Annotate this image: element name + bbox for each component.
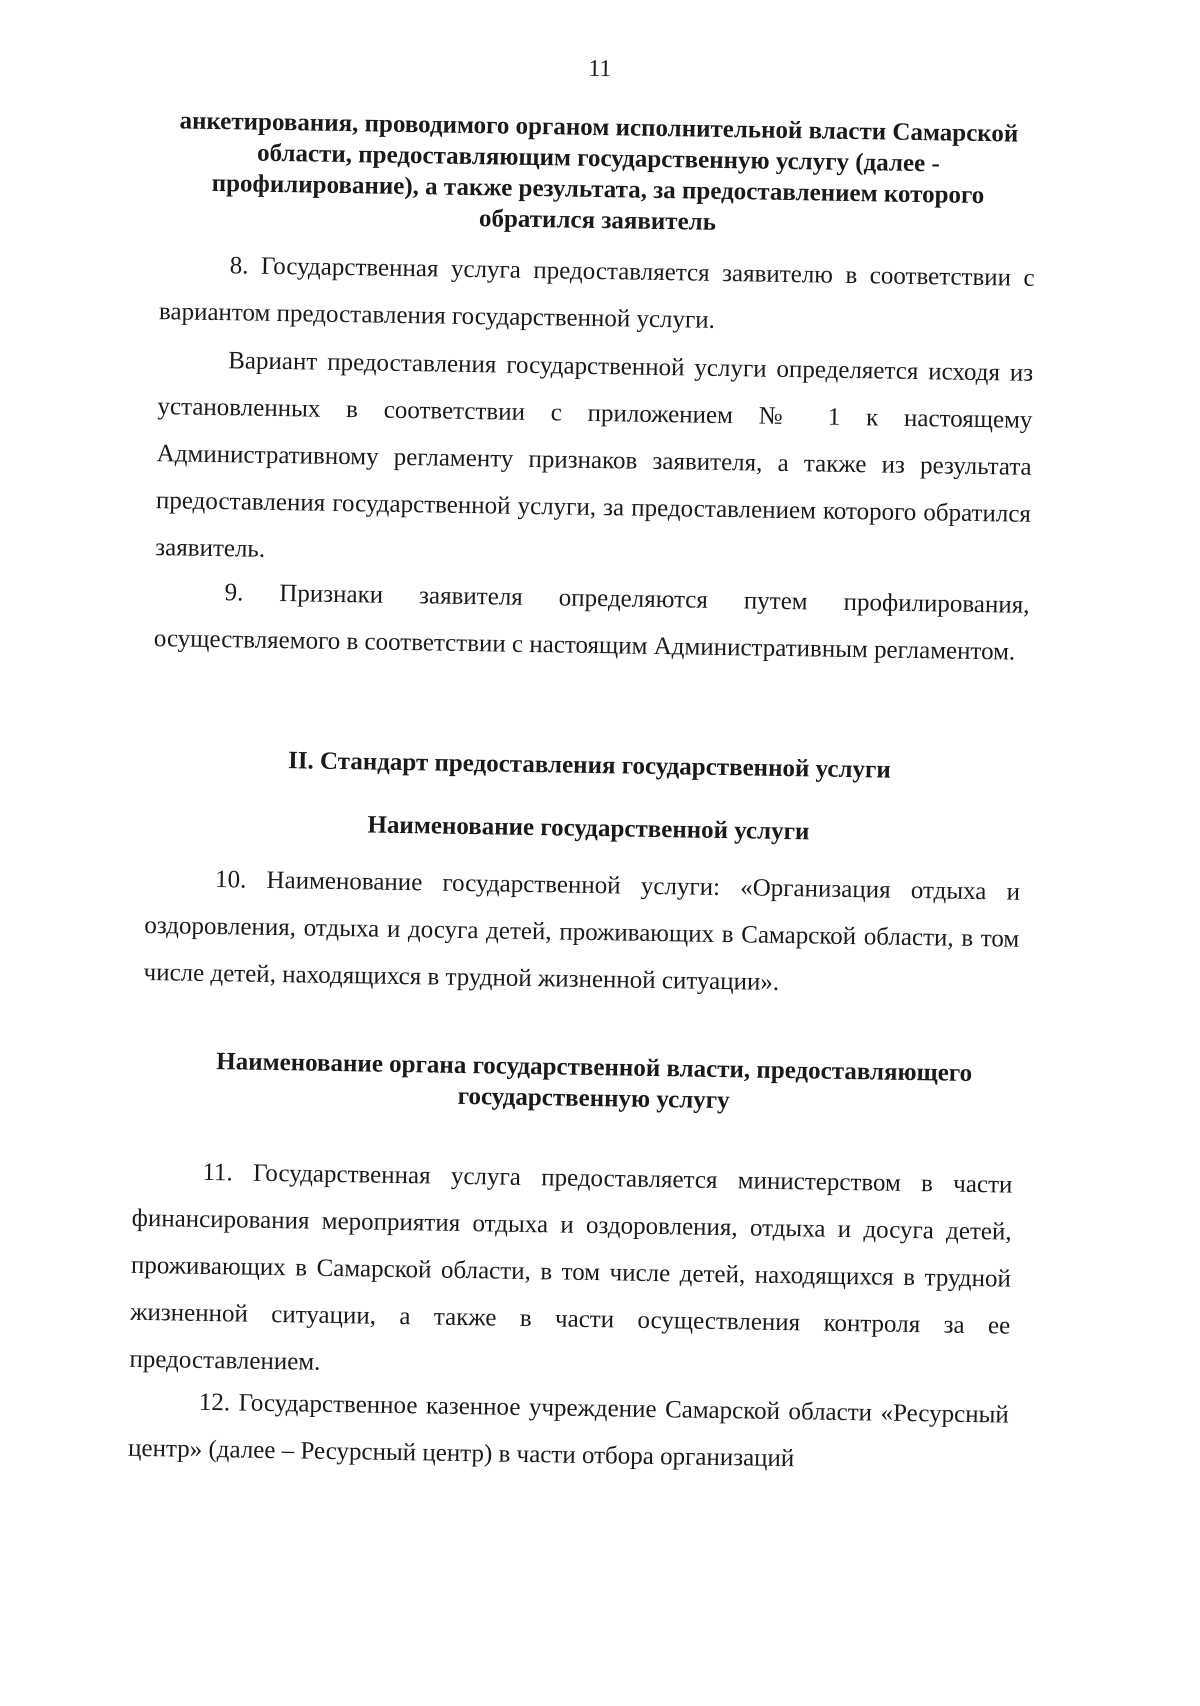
paragraph-11: 11. Государственная услуга предоставляется министерством в части финансирования мероприятия отдыха и оздоровления, отдыха и досуга детей, проживающих в Самарской области, в том числе детей, находящихся в трудной жизненной ситуации, а также в части осуществления контроля за ее предоставлением. <box>129 1158 1013 1376</box>
paragraph-10: 10. Наименование государственной услуги: «Организация отдыха и оздоровления, отдыха и досуга детей, проживающих в Самарской области, в том числе детей, находящихся в трудной жизненной ситуации». <box>143 866 1021 996</box>
section-heading-continuation: анкетирования, проводимого органом исполнительной власти Самарской области, предоставляющим государственную услугу (далее - профилирование), а также результата, за предоставлением которого обратился заявитель <box>179 107 1019 236</box>
subheading-authority: Наименование органа государственной власти, предоставляющего государственную услугу <box>216 1048 973 1115</box>
paragraph-variant: Вариант предоставления государственной услуги определяется исходя из установленных в соответствии с приложением № 1 к настоящему Административному регламенту признаков заявителя, а также из результата предоставления государственной услуги, за предоставлением которого обратился заявитель. <box>155 347 1034 563</box>
paragraph-12: 12. Государственное казенное учреждение Самарской области «Ресурсный центр» (далее – Ресурсный центр) в части отбора организаций <box>127 1388 1009 1473</box>
paragraph-8: 8. Государственная услуга предоставляется заявителю в соответствии с вариантом предоставления государственной услуги. <box>158 252 1035 334</box>
subheading-service-name: Наименование государственной услуги <box>367 811 810 846</box>
paragraph-9: 9. Признаки заявителя определяются путем профилирования, осуществляемого в соответствии с настоящим Административным регламентом. <box>153 579 1030 666</box>
section-ii-title: II. Стандарт предоставления государственной услуги <box>287 747 891 784</box>
page-number: 11 <box>588 55 612 83</box>
